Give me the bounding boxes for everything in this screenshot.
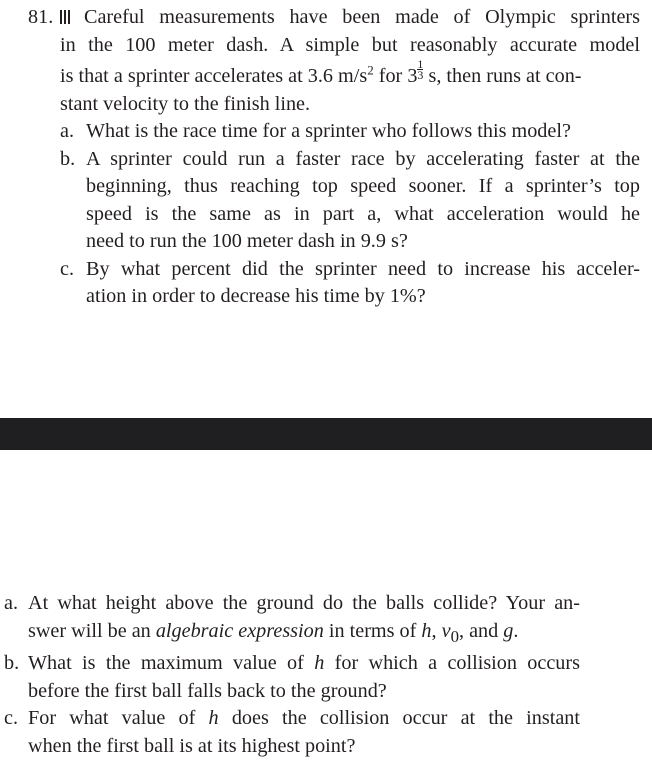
fraction-numerator: 1 xyxy=(417,57,424,71)
next-part-a-line-2-mid: in terms of xyxy=(323,619,422,642)
part-c-label: c. xyxy=(60,257,75,280)
next-part-b-cont xyxy=(4,678,580,706)
superscript-2: 2 xyxy=(367,62,374,78)
part-a xyxy=(28,118,640,146)
next-part-c-line-1-pre: For what value of xyxy=(28,707,209,730)
next-part-c xyxy=(4,705,580,733)
var-v: v xyxy=(441,619,451,642)
problem-81-line-3 xyxy=(28,59,640,91)
difficulty-three-bars-icon xyxy=(60,5,74,19)
part-c xyxy=(28,256,640,284)
next-part-a-line-1: At what height above the ground do the balls collide? Your an- xyxy=(28,592,580,614)
next-part-b xyxy=(4,650,580,678)
next-part-c-label: c. xyxy=(4,707,19,730)
problem-number: 81. xyxy=(28,6,54,28)
algebraic-expression-text: algebraic expression xyxy=(155,619,324,642)
problem-81-line-1 xyxy=(28,4,640,32)
intro-line-1: Careful measurements have been made of Olympic sprinters xyxy=(84,6,640,28)
next-part-b-line-1-pre: What is the maximum value of xyxy=(28,652,315,675)
problem-next xyxy=(4,590,580,760)
var-h-c: h xyxy=(208,707,219,730)
for-text: for 3 xyxy=(373,65,418,87)
problem-81-line-2 xyxy=(28,32,640,60)
intro-line-2: in the 100 meter dash. A simple but reasonably accurate model xyxy=(60,33,640,56)
fraction-denominator: 3 xyxy=(417,68,424,82)
part-b-line-3: speed is the same as in part a, what acceleration would he xyxy=(86,202,640,225)
problem-81-line-4 xyxy=(28,91,640,119)
var-h: h xyxy=(421,619,432,642)
var-g: g xyxy=(503,619,514,642)
part-b-label: b. xyxy=(60,147,76,170)
next-part-a-cont xyxy=(4,618,580,651)
dark-separator-band xyxy=(0,418,652,450)
part-b-line-4: need to run the 100 meter dash in 9.9 s? xyxy=(86,230,408,252)
intro-line-4: stant velocity to the finish line. xyxy=(60,92,311,115)
part-b xyxy=(28,146,640,174)
part-c-line-2: ation in order to decrease his time by 1%? xyxy=(86,285,426,307)
subscript-0: 0 xyxy=(450,626,459,646)
part-b-cont-2 xyxy=(28,201,640,229)
problem-81 xyxy=(28,4,640,311)
comma-1: , xyxy=(431,619,442,642)
next-part-b-label: b. xyxy=(4,652,20,675)
next-part-a xyxy=(4,590,580,618)
part-c-cont-1 xyxy=(28,283,640,311)
part-c-line-1: By what percent did the sprinter need to increase his acceler- xyxy=(86,257,640,280)
next-part-c-cont xyxy=(4,733,580,760)
next-part-c-line-1-post: does the collision occur at the instant xyxy=(218,707,580,730)
next-part-a-label: a. xyxy=(4,592,19,614)
part-b-cont-1 xyxy=(28,173,640,201)
next-part-b-line-2: before the first ball falls back to the ground? xyxy=(28,679,387,702)
part-b-cont-3 xyxy=(28,228,640,256)
period: . xyxy=(513,619,519,642)
after-fraction-text: s, then runs at con- xyxy=(423,65,582,87)
part-b-line-1: A sprinter could run a faster race by accelerating faster at the xyxy=(86,147,640,170)
var-h-b: h xyxy=(314,652,325,675)
next-part-a-line-2-pre: swer will be an xyxy=(28,619,156,642)
comma-2: , and xyxy=(458,619,504,642)
intro-line-3: is that a sprinter accelerates at 3.6 m/s xyxy=(60,65,368,87)
next-part-c-line-2: when the first ball is at its highest point? xyxy=(28,734,356,757)
part-b-line-2: beginning, thus reaching top speed sooner. If a sprinter’s top xyxy=(86,175,640,197)
next-part-b-line-1-post: for which a collision occurs xyxy=(324,652,580,675)
part-a-line-1: What is the race time for a sprinter who follows this model? xyxy=(86,120,571,142)
part-a-label: a. xyxy=(60,120,75,142)
